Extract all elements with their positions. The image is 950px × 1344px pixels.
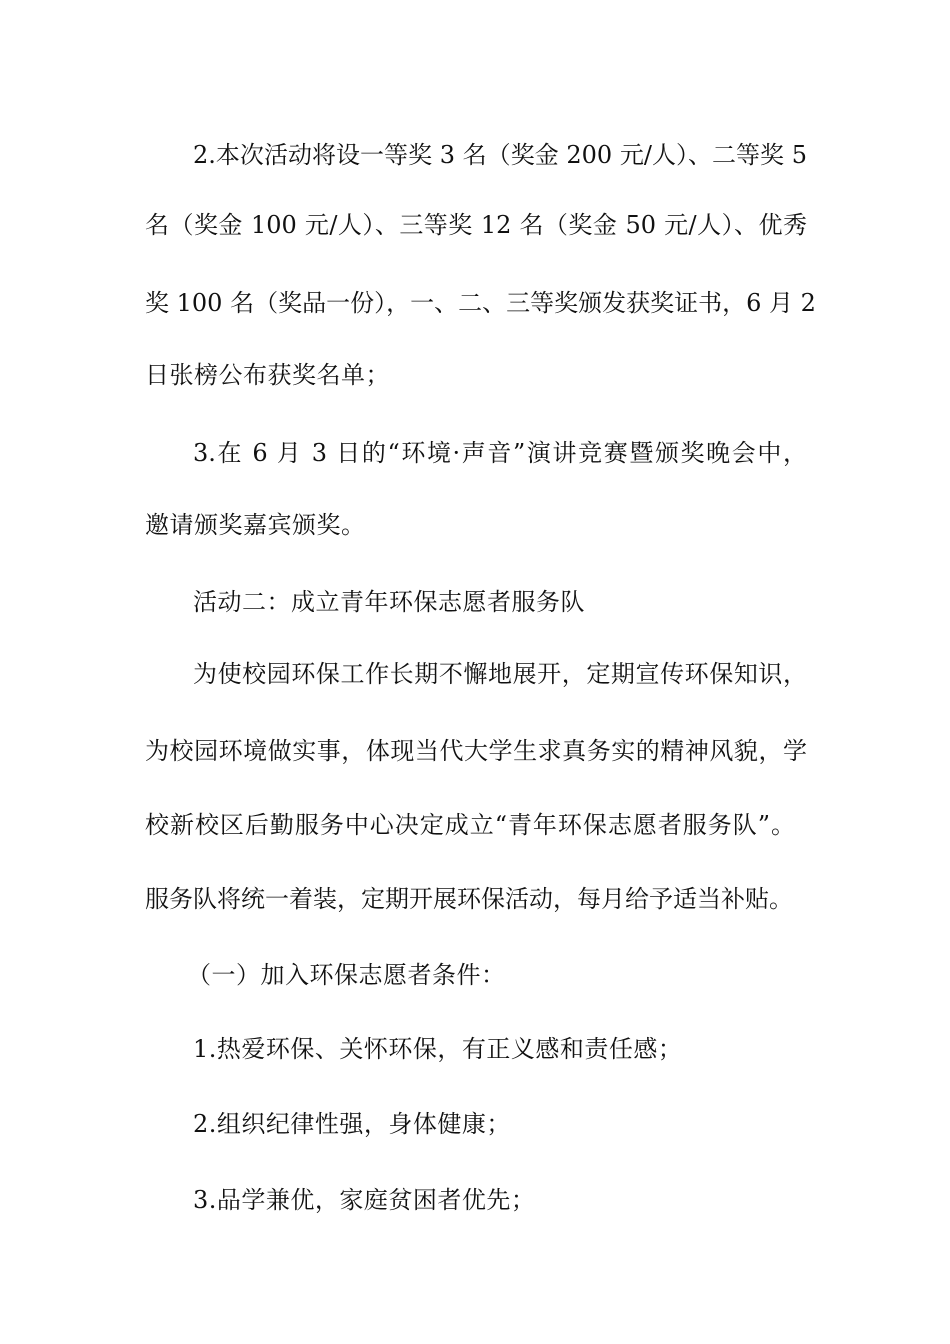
list-item: 3.品学兼优，家庭贫困者优先； bbox=[193, 1186, 536, 1214]
paragraph-line: 2.本次活动将设一等奖 3 名（奖金 200 元/人）、二等奖 5 bbox=[193, 141, 807, 169]
paragraph-line: 服务队将统一着装，定期开展环保活动，每月给予适当补贴。 bbox=[145, 885, 793, 913]
paragraph-line: 邀请颁奖嘉宾颁奖。 bbox=[145, 511, 366, 539]
paragraph-line: 名（奖金 100 元/人）、三等奖 12 名（奖金 50 元/人）、优秀 bbox=[145, 211, 807, 239]
paragraph-line: 奖 100 名（奖品一份），一、二、三等奖颁发获奖证书，6 月 2 bbox=[145, 289, 816, 317]
list-item: 1.热爱环保、关怀环保，有正义感和责任感； bbox=[193, 1035, 683, 1063]
paragraph-line: 为校园环境做实事，体现当代大学生求真务实的精神风貌，学 bbox=[145, 737, 807, 765]
section-heading: 活动二：成立青年环保志愿者服务队 bbox=[193, 588, 585, 616]
list-item: 2.组织纪律性强，身体健康； bbox=[193, 1110, 511, 1138]
subsection-heading: （一）加入环保志愿者条件： bbox=[187, 961, 506, 989]
paragraph-line: 为使校园环保工作长期不懈地展开，定期宣传环保知识， bbox=[193, 660, 807, 688]
paragraph-line: 3.在 6 月 3 日的“环境·声音”演讲竞赛暨颁奖晚会中， bbox=[193, 439, 807, 467]
paragraph-line: 校新校区后勤服务中心决定成立“青年环保志愿者服务队”。 bbox=[145, 811, 795, 839]
paragraph-line: 日张榜公布获奖名单； bbox=[145, 361, 390, 389]
